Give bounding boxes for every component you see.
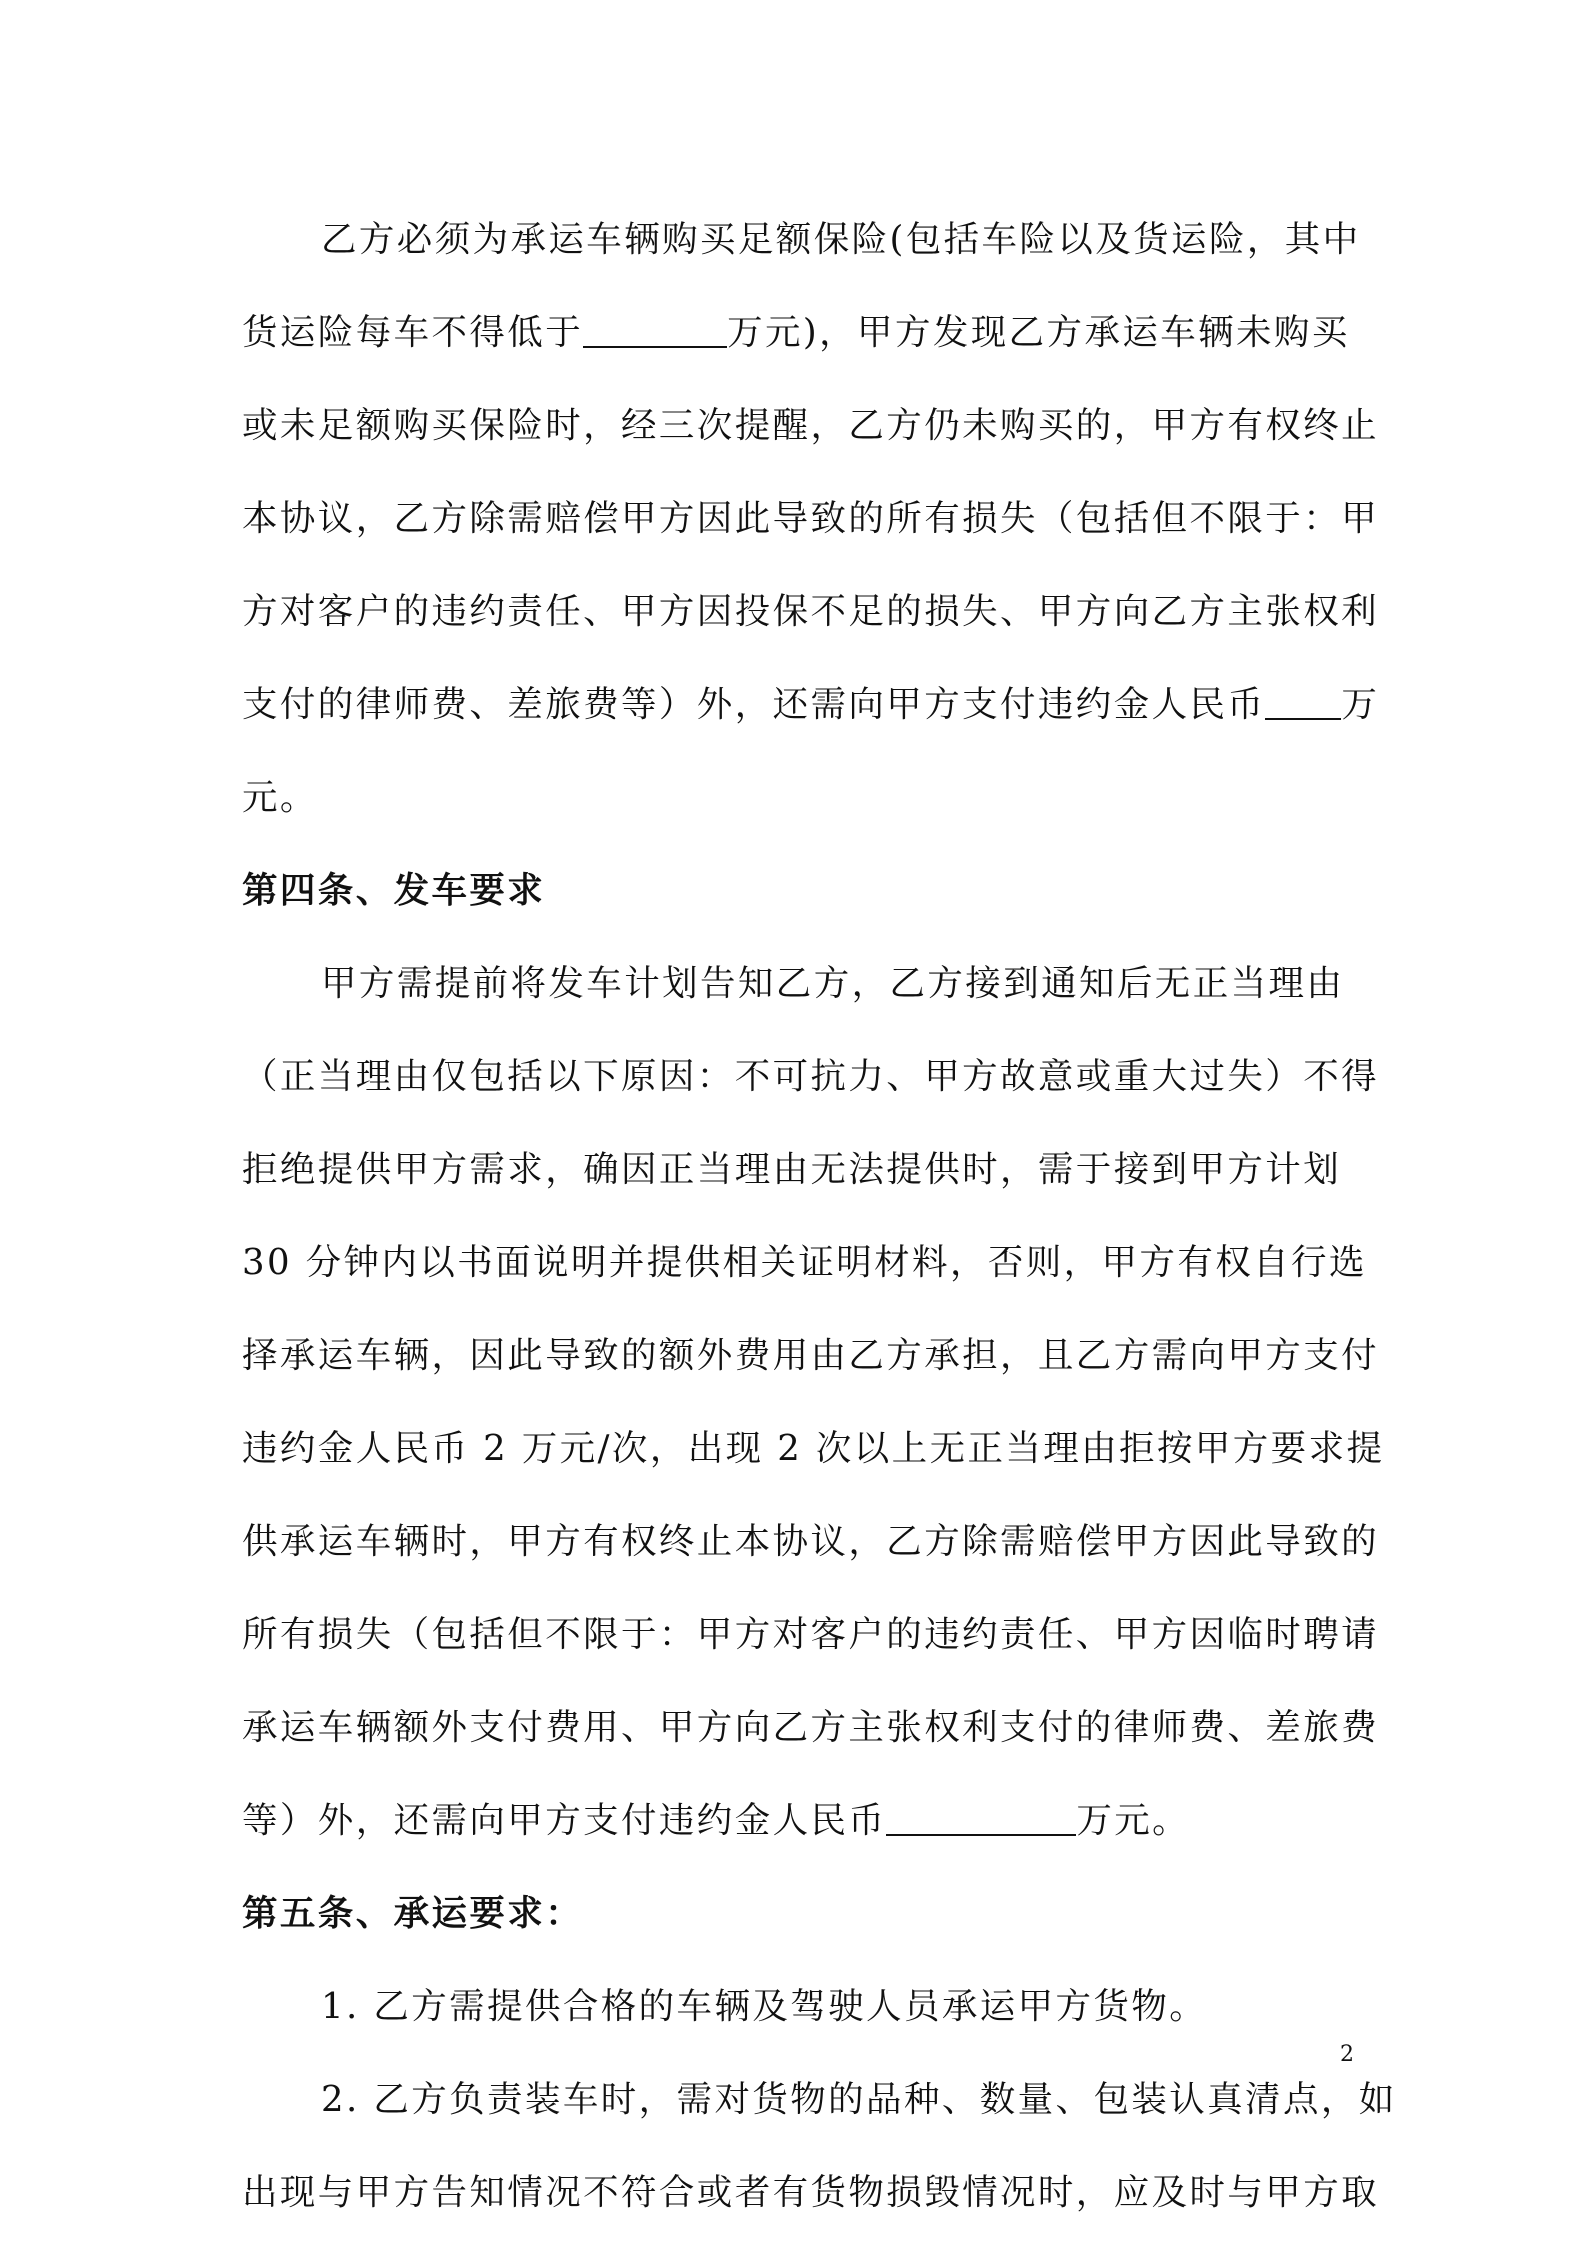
page-number: 2 xyxy=(1340,2042,1354,2067)
paragraph-dispatch-line-8: 所有损失（包括但不限于：甲方对客户的违约责任、甲方因临时聘请 xyxy=(242,1614,1380,1655)
text-segment: 货运险每车不得低于 xyxy=(242,312,584,353)
paragraph-dispatch-line-2: （正当理由仅包括以下原因：不可抗力、甲方故意或重大过失）不得 xyxy=(242,1056,1380,1097)
text-segment: 万元。 xyxy=(1076,1800,1191,1841)
list-item-1: 1. 乙方需提供合格的车辆及驾驶人员承运甲方货物。 xyxy=(321,1986,1208,2027)
list-item-2-line-2: 出现与甲方告知情况不符合或者有货物损毁情况时，应及时与甲方取 xyxy=(242,2172,1380,2213)
paragraph-insurance-line-4: 本协议，乙方除需赔偿甲方因此导致的所有损失（包括但不限于：甲 xyxy=(242,498,1380,539)
list-item-2-line-1: 2. 乙方负责装车时，需对货物的品种、数量、包装认真清点，如 xyxy=(321,2079,1397,2120)
paragraph-insurance-line-3: 或未足额购买保险时，经三次提醒，乙方仍未购买的，甲方有权终止 xyxy=(242,405,1380,446)
paragraph-insurance-line-6 xyxy=(242,658,1380,751)
text-segment: 支付的律师费、差旅费等）外，还需向甲方支付违约金人民币 xyxy=(242,684,1266,725)
paragraph-insurance-line-5: 方对客户的违约责任、甲方因投保不足的损失、甲方向乙方主张权利 xyxy=(242,591,1380,632)
section-heading-article-4: 第四条、发车要求 xyxy=(242,870,546,911)
text-segment: 万 xyxy=(1341,684,1380,725)
section-heading-article-5: 第五条、承运要求： xyxy=(242,1893,584,1934)
paragraph-dispatch-line-6: 违约金人民币 2 万元/次，出现 2 次以上无正当理由拒按甲方要求提 xyxy=(242,1428,1385,1469)
fill-in-blank-dispatch-penalty[interactable] xyxy=(886,1799,1076,1837)
paragraph-dispatch-line-9: 承运车辆额外支付费用、甲方向乙方主张权利支付的律师费、差旅费 xyxy=(242,1707,1380,1748)
paragraph-dispatch-line-5: 择承运车辆，因此导致的额外费用由乙方承担，且乙方需向甲方支付 xyxy=(242,1335,1380,1376)
fill-in-blank-penalty-amount[interactable] xyxy=(1265,683,1341,721)
paragraph-insurance-line-1: 乙方必须为承运车辆购买足额保险(包括车险以及货运险，其中 xyxy=(321,219,1361,260)
paragraph-dispatch-line-1: 甲方需提前将发车计划告知乙方，乙方接到通知后无正当理由 xyxy=(321,963,1345,1004)
paragraph-insurance-line-7: 元。 xyxy=(242,777,318,818)
text-segment: 等）外，还需向甲方支付违约金人民币 xyxy=(242,1800,887,1841)
fill-in-blank-insurance-amount[interactable] xyxy=(583,311,727,349)
paragraph-dispatch-line-10 xyxy=(242,1774,1354,1867)
paragraph-dispatch-line-4: 30 分钟内以书面说明并提供相关证明材料，否则，甲方有权自行选 xyxy=(242,1242,1367,1283)
contract-body xyxy=(242,193,1397,2239)
text-segment: 万元)，甲方发现乙方承运车辆未购买 xyxy=(727,312,1350,353)
paragraph-insurance-line-2 xyxy=(242,286,1354,379)
paragraph-dispatch-line-7: 供承运车辆时，甲方有权终止本协议，乙方除需赔偿甲方因此导致的 xyxy=(242,1521,1380,1562)
paragraph-dispatch-line-3: 拒绝提供甲方需求，确因正当理由无法提供时，需于接到甲方计划 xyxy=(242,1149,1342,1190)
